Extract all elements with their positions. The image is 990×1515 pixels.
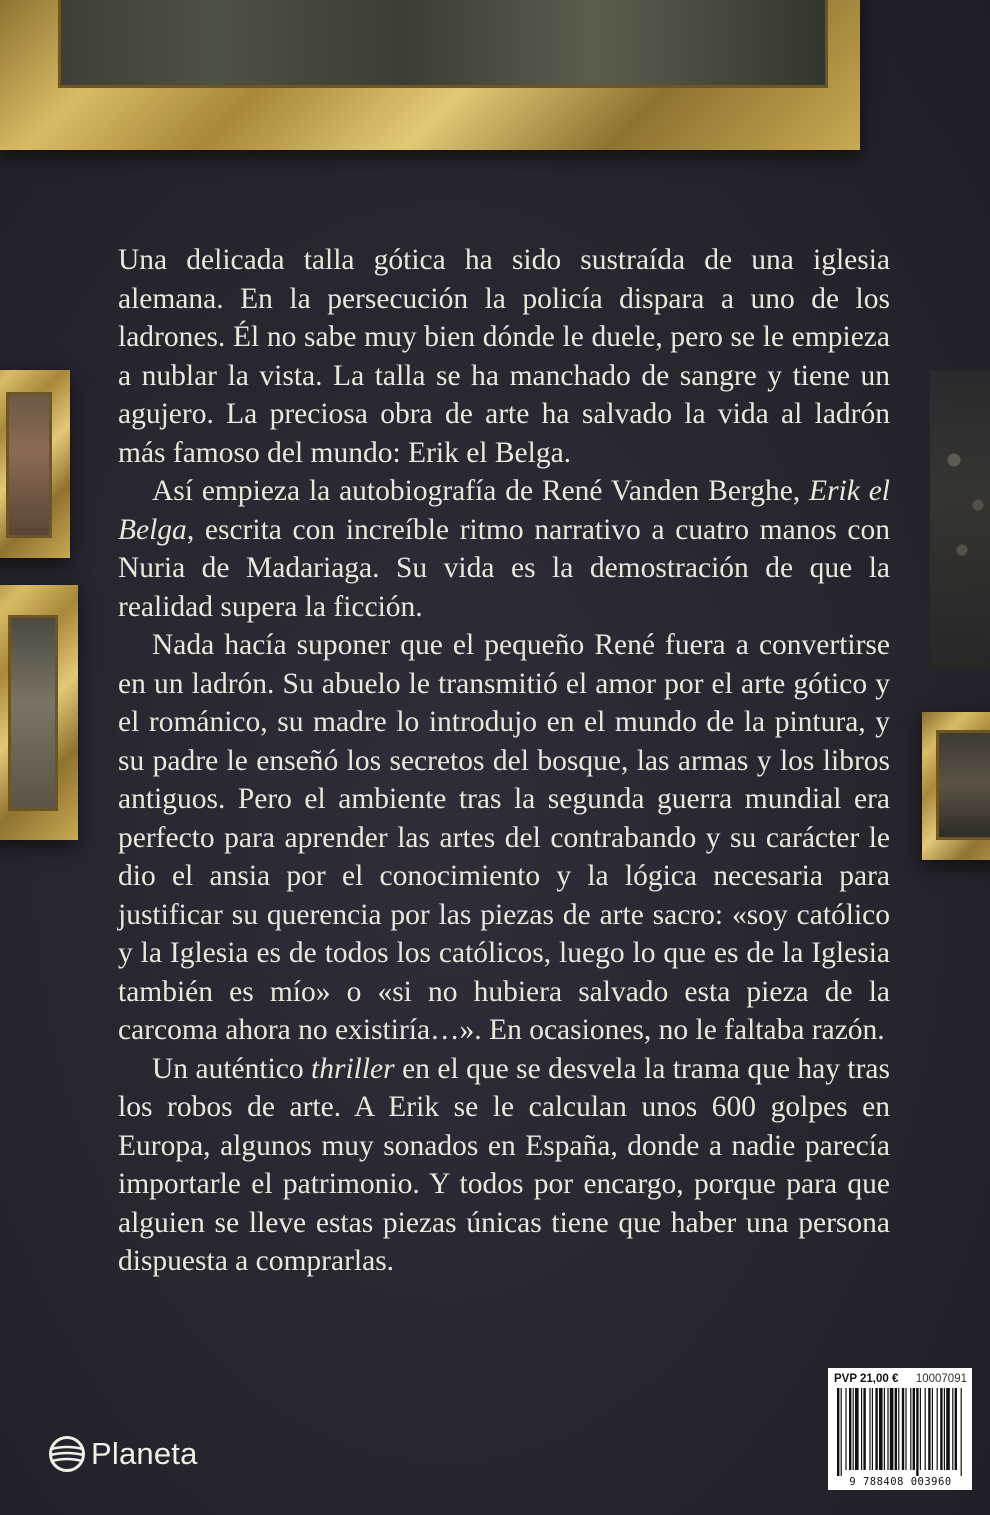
- paragraph-2-text-end: , escrita con increíble ritmo narrativo a cuatro manos con Nuria de Madariaga. Su vida es la demostración de que la realidad supera la ficción.: [118, 513, 890, 623]
- synopsis-paragraph-1: [118, 241, 890, 472]
- barcode-bar: [944, 1388, 945, 1470]
- barcode-bar: [841, 1388, 842, 1476]
- price-label: PVP: [834, 1373, 858, 1385]
- barcode-bar: [928, 1388, 930, 1470]
- isbn-number: 9 788408 003960: [849, 1476, 952, 1488]
- barcode-bar: [920, 1388, 921, 1470]
- painting-frame-left-upper: [0, 370, 70, 558]
- synopsis-text: [118, 241, 890, 1281]
- barcode-bar: [861, 1388, 862, 1470]
- paragraph-3-text: Nada hacía suponer que el pequeño René fuera a convertirse en un ladrón. Su abuelo le transmitió el amor por el arte gótico y el románico, su madre lo introdujo en el mundo de la pintura, y su padre le enseñó los secretos del bosque, las armas y los libros antiguos. Pero el ambiente tras la segunda guerra mundial era perfecto para aprender las artes del contrabando y su carácter le dio el ansia por el conocimiento y la lógica necesaria para justificar su querencia por las piezas de arte sacro: «soy católico y la Iglesia es de todos los católicos, luego lo que es de la Iglesia también es mío» o «si no hubiera salvado esta pieza de la carcoma ahora no existiría…». En ocasiones, no le faltaba razón.: [118, 629, 890, 1046]
- sku-code: 10007091: [915, 1373, 967, 1385]
- thriller-italic: thriller: [311, 1052, 395, 1085]
- paragraph-4-text-start: Un auténtico: [152, 1052, 312, 1085]
- barcode-bar: [887, 1388, 888, 1470]
- barcode-bar: [869, 1388, 870, 1470]
- painting-canvas-right: [936, 730, 990, 840]
- barcode-bar: [872, 1388, 873, 1470]
- book-title-italic: Erik el Belga: [118, 475, 890, 546]
- barcode-bar: [961, 1388, 962, 1476]
- barcode-bar: [890, 1388, 894, 1470]
- barcode-bar: [849, 1388, 851, 1470]
- paragraph-1-text: Una delicada talla gótica ha sido sustraída de una iglesia alemana. En la persecución la policía dispara a uno de los ladrones. Él no sabe muy bien dónde le duele, pero se le empieza a nublar la vista. La talla se ha manchado de sangre y tiene un agujero. La preciosa obra de arte ha salvado la vida al ladrón más famoso del mundo: Erik el Belga.: [118, 244, 890, 469]
- barcode-bar: [905, 1388, 906, 1470]
- barcode-bar: [837, 1388, 839, 1476]
- flower-painting-right: [930, 370, 990, 670]
- barcode-bar: [898, 1388, 899, 1470]
- barcode-bar: [925, 1388, 926, 1470]
- painting-canvas-left-upper: [6, 392, 52, 538]
- barcode-bar: [875, 1388, 877, 1470]
- barcode-bar: [853, 1388, 854, 1470]
- synopsis-paragraph-4: [118, 1050, 890, 1281]
- synopsis-paragraph-3: [118, 626, 890, 1050]
- barcode: [834, 1388, 966, 1476]
- barcode-bar: [884, 1388, 885, 1470]
- publisher-logo: [47, 1432, 198, 1476]
- paragraph-4-text-end: en el que se desvela la trama que hay tras los robos de arte. A Erik se le calculan unos 600 golpes en Europa, algunos muy sonados en España, donde a nadie parecía importarle el patrimonio. Y todos por encargo, porque para que alguien se lleve estas piezas únicas tiene que haber una persona dispuesta a comprarlas.: [118, 1052, 890, 1277]
- painting-frame-left-lower: [0, 585, 78, 840]
- barcode-bar: [879, 1388, 883, 1470]
- barcode-bar: [895, 1388, 897, 1470]
- barcode-bar: [916, 1388, 918, 1476]
- barcode-bar: [940, 1388, 942, 1470]
- barcode-bar: [955, 1388, 957, 1470]
- barcode-sticker: [828, 1368, 972, 1490]
- barcode-bar: [863, 1388, 865, 1470]
- price-group: [834, 1372, 898, 1386]
- barcode-bar: [932, 1388, 933, 1470]
- barcode-bar: [910, 1388, 911, 1470]
- price-row: [834, 1372, 967, 1386]
- painting-frame-right: [922, 712, 990, 860]
- price-value: 21,00 €: [860, 1373, 899, 1385]
- globe-icon: [47, 1434, 87, 1474]
- publisher-name: Planeta: [91, 1436, 198, 1471]
- barcode-bar: [855, 1388, 859, 1470]
- painting-frame-top: [0, 0, 860, 150]
- barcode-bar: [902, 1388, 904, 1470]
- barcode-bar: [913, 1388, 915, 1470]
- painting-canvas-left-lower: [8, 615, 58, 811]
- barcode-bar: [845, 1388, 846, 1470]
- paragraph-2-text-start: Así empieza la autobiografía de René Vanden Berghe,: [152, 475, 810, 507]
- synopsis-paragraph-2: [118, 472, 890, 626]
- barcode-bar: [946, 1388, 950, 1470]
- barcode-bar: [952, 1388, 953, 1470]
- barcode-bar: [937, 1388, 938, 1470]
- painting-canvas-top: [58, 0, 828, 88]
